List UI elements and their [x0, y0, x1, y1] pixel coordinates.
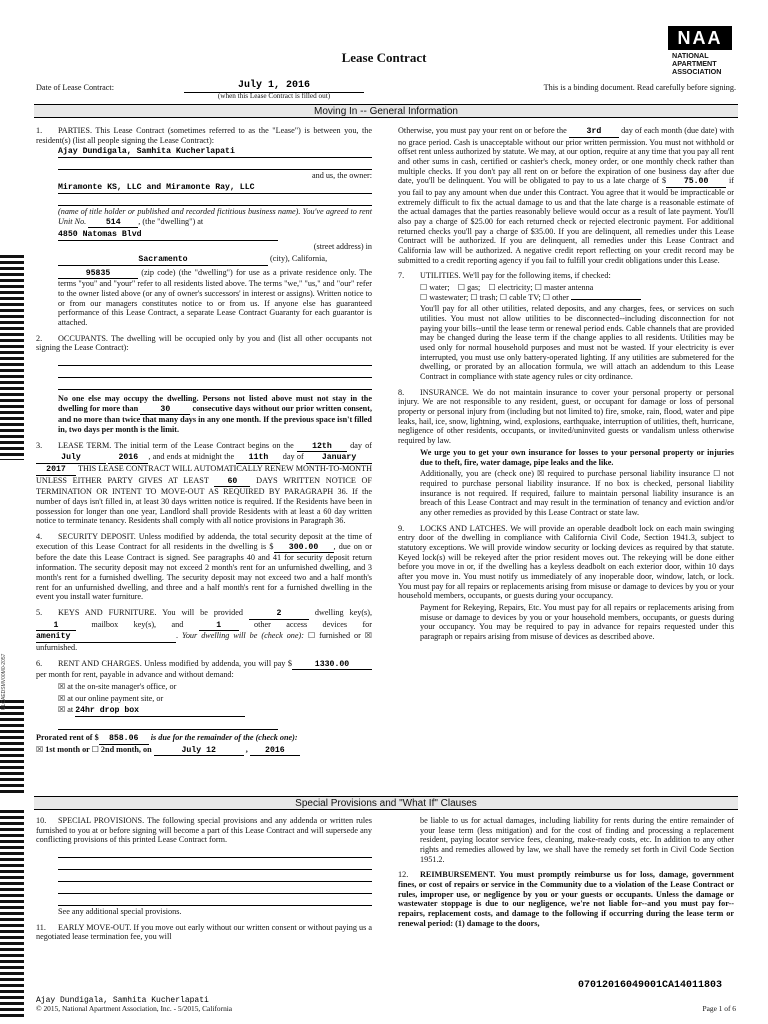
notice-days-field[interactable]: 60	[214, 477, 250, 488]
unfurnished-checkbox[interactable]: ☒	[364, 631, 372, 641]
date-sublabel: (when this Lease Contract is filled out)	[217, 92, 331, 100]
mailbox-keys-label: mailbox key(s), and	[91, 619, 184, 629]
insurance-not-required-checkbox[interactable]: ☐	[713, 469, 721, 479]
access-devices-field[interactable]: 1	[199, 621, 239, 632]
dropbox-field[interactable]: 24hr drop box	[75, 706, 245, 717]
page-title: Lease Contract	[341, 50, 427, 65]
amenity-field[interactable]: amenity	[36, 632, 176, 643]
occupants-days-text: consecutive days without our prior written consent, and no more than twice that many days in any one month. If the previous space isn't filled in, two days per month is the limit.	[58, 403, 373, 435]
insurance-required-option: required to purchase personal liability insurance	[547, 469, 711, 479]
occupants-limit-text: No one else may occupy the dwelling. Persons not listed above must not stay in the dwelling for more than	[58, 394, 372, 413]
section-special-provisions: Special Provisions and "What If" Clauses	[34, 796, 738, 810]
barcode-strip-bottom	[0, 810, 24, 1020]
cable-checkbox[interactable]: ☐	[499, 292, 508, 302]
left-column: 1. PARTIES. This Lease Contract (sometimes referred to as the "Lease") is between you, the resident(s) (list all people signing the Lease Contract): Ajay Dundigala, Samhita Kucherlapati and us, the owner: Miramonte KS, LLC and Miramonte Ray, LLC (name of title holder or published and recorded fictitious business name). You've agreed to rent Unit No. 514 , (the "dwelling") at 4850 Natomas Blvd (street address) in Sacramento (city), California, 95835 (zip code) (the "dwelling") for use as a private residence only. The terms "you" and "your" refer to all residents listed above. The terms "we," "us," and "our" refer to the owner listed above (or any of owner's successors' in interest or assigns). Written notice to or from our managers constitutes notice to or from us. If anyone else has guaranteed performance of this Lease Contract, a separate Lease Contract Guaranty for each guarantor is attached. 2. OCCUPANTS. The dwelling will be occupied only by you and (list all other occupants not signing the Lease Contract): No one else may occupy the dwelling. Persons not listed above must not stay in the dwelling for more than 30 consecutive days without our prior written consent, and no more than twice that many days in any one month. If the previous space isn't filled in, two days per month is the limit. 3. LEASE TERM. The initial term of the Lease Contract begins on the 12th day of July 2016 , and ends at midnight the 11th day of January 2017 THIS LEASE CONTRACT WILL AUTOMATICALLY RENEW MONTH-TO-MONTH UNLESS EITHER PARTY GIVES AT LEAST 60 DAYS WRITTEN NOTICE OF TERMINATION OR INTENT TO MOVE-OUT AS REQUIRED BY PARAGRAPH 36. If the number of days isn't filled in, at least 30 days written notice is required. If the Residents have been in possession for longer than one year, Landlord shall provide Residents with at least a 60 day written notice to terminate tenancy. Residents shall comply with all notice provisions in Paragraph 36. 4. SECURITY DEPOSIT. Unless modified by addenda, the total security deposit at the time of execution of this Lease Contract for all residents in the dwelling is $ 300.00 , due on or before the date this Lease Contract is signed. See paragraphs 40 and 41 for security deposit return information. The security deposit may not exceed 2 month's rent for an unfurnished dwelling, and 3 month's rent for a furnished dwelling. The security deposit may not exceed two and a half month's rent for an unfurnished dwelling, and three and a half month's rent for a furnished dwelling in the event you install water furniture. 5. KEYS AND FURNITURE. You will be provided 2 dwelling key(s), 1 mailbox key(s), and 1 other access devices for amenity . Your dwelling will be (check one): ☐ furnished or ☒ unfurnished. 6. RENT AND CHARGES. Unless modified by addenda, you will pay $ 1330.00 per month for rent, payable in advance and without demand: ☒ at the on-site manager's office, or ☒ at our online payment site, or ☒ at 24hr drop box Prorated rent of $ 858.06 is due for the remainder of the (check one): ☒ 1st month or ☐ 2nd month, on July 12 , 2016	[36, 126, 373, 755]
right-column-bottom: be liable to us for actual damages, including liability for rents during the entire remainder of your lease term (less mitigation) and for the cost of finding and processing a replacement resident, paying locator service fees, cleaning, make-ready costs, etc. In addition to any other rights and remedies allowed by law, we shall have the remedy set forth in Civil Code Section 1951.2. 12. REIMBURSEMENT. You must promptly reimburse us for loss, damage, government fines, or cost of repairs or service in the Community due to a violation of the Lease Contract or rules, improper use, or negligence by you or your guests or occupants. Unless the damage or wastewater stoppage is due to our negligence, we're not liable for--and you must pay for--repairs, replacement costs, and damage to the following if occurring during the lease term or renewal period: (1) damage to the doors,	[398, 816, 734, 928]
locks-text: LOCKS AND LATCHES. We will provide an operable deadbolt lock on each main swinging entry door of the dwelling in compliance with California Civil Code, Section 1941.3, subject to statutory exceptions. We will provide window security or locking devices as required by that statute. Keyed lock(s) will be rekeyed after the prior resident moves out. The rekeying will be done either before you move in or, if the dwelling has a keyless deadbolt on each exterior door, within 10 days after you move in. You must notify us immediately of any inoperable door, window, latch, or lock. You must pay for all repairs or replacements arising from misuse or damage to devices by you or your household members, occupants, or guests during your occupancy.	[398, 523, 734, 601]
rent-text: RENT AND CHARGES. Unless modified by addenda, you will pay $	[58, 658, 292, 668]
reimbursement-text: REIMBURSEMENT. You must promptly reimburse us for loss, damage, government fines, or cost of repairs or service in the Community due to a violation of the Lease Contract or rules, improper use, or negligence by you or your guests or occupants. Unless the damage or wastewater stoppage is due to our negligence, we're not liable for--and you must pay for--repairs, replacement costs, and damage to the following if occurring during the lease term or renewal period: (1) damage to the doors,	[398, 870, 734, 928]
parties-text: PARTIES. This Lease Contract (sometimes referred to as the "Lease") is between you, the resident(s) (list all people signing the Lease Contract):	[36, 126, 372, 145]
binding-notice: This is a binding document. Read carefully before signing.	[543, 83, 736, 92]
side-id: ULCAEDSMV00M0-2057	[1, 653, 7, 710]
insurance-not-required-option: not required to purchase personal liability insurance. If no box is checked, personal liability insurance is not required. If required, failure to maintain personal liability insurance is an breach of this Lease Contract and may result in the termination of tenancy and eviction and/or any other remedies as provided by this Lease Contract or state law.	[420, 469, 735, 517]
ends-label: , and ends at midnight the	[148, 452, 235, 462]
lease-date-header	[36, 80, 736, 104]
deposit-text-2: , due on or before the date this Lease Contract is signed. See paragraphs 40 and 41 for security deposit return information. The security deposit may not exceed 2 month's rent for an unfurnished dwelling, and 3 month's rent for a furnished dwelling. The security deposit may not exceed two and a half month's rent for an unfurnished dwelling, and three and a half month's rent for a furnished dwelling in the event you install water furniture.	[36, 541, 372, 602]
logo-line-2: APARTMENT	[672, 59, 717, 68]
due-day-field[interactable]: 3rd	[569, 127, 619, 138]
first-month-option: 1st month or	[45, 744, 90, 754]
office-option: at the on-site manager's office, or	[67, 681, 177, 691]
street-label: (street address) in	[313, 242, 372, 252]
begin-day-field[interactable]: 12th	[297, 442, 347, 453]
late-charge-field[interactable]: 75.00	[666, 177, 726, 188]
end-year-field[interactable]: 2017	[36, 465, 76, 476]
barcode-strip-top	[0, 255, 24, 460]
residents-field[interactable]: Ajay Dundigala, Samhita Kucherlapati	[58, 147, 372, 158]
trash-checkbox[interactable]: ☐	[470, 292, 478, 302]
first-month-checkbox[interactable]: ☒	[36, 744, 44, 754]
address-field[interactable]: 4850 Natomas Blvd	[58, 230, 278, 241]
days-field[interactable]: 30	[140, 405, 190, 416]
title-holder-text: (name of title holder or published and recorded fictitious business name). You've agreed to rent Unit No.	[58, 207, 372, 226]
early-moveout-continued: be liable to us for actual damages, including liability for rents during the entire remainder of your lease term (less mitigation) and for the cost of finding and processing a replacement resident, paying locator service fees, cleaning, make-ready costs, etc. In addition to any other rights and remedies allowed by law, we shall have the remedy set forth in Civil Code Section 1951.2.	[420, 816, 734, 864]
other-utility-checkbox[interactable]: ☐	[542, 292, 551, 302]
furnished-checkbox[interactable]: ☐	[307, 631, 316, 641]
document-code: 07012016049001CA14011803	[578, 980, 723, 991]
trash-option: trash;	[479, 292, 498, 302]
prorated-label: Prorated rent of $	[36, 732, 99, 742]
end-day-field[interactable]: 11th	[236, 453, 280, 464]
insurance-text: INSURANCE. We do not maintain insurance to cover your personal property or personal injury. We are not responsible to any resident, guest, or occupant for damage or loss of personal property or personal injury from (including but not limited to) fire, smoke, rain, flood, water and pipe leaks, hail, ice, snow, lightning, wind, explosions, earthquake, interruption of utilities, theft, hurricane, negligence of other residents, occupants, or invited/uninvited guests or vandalism unless otherwise required by law.	[398, 387, 734, 446]
utilities-text: UTILITIES. We'll pay for the following items, if checked:	[420, 271, 611, 281]
barcode-strip-middle	[0, 700, 24, 795]
prorated-field[interactable]: 858.06	[99, 734, 149, 745]
second-month-option: 2nd month, on	[100, 744, 152, 754]
left-column-bottom: 10. SPECIAL PROVISIONS. The following special provisions and any addenda or written rules furnished to you at or before signing will become a part of this Lease Contract and will supersede any conflicting provisions of this printed Lease Contract form. See any additional special provisions. 11. EARLY MOVE-OUT. If you move out early without our written consent or without paying us a negotiated lease termination fee, you will	[36, 816, 372, 942]
access-devices-label: other access devices for	[254, 619, 372, 629]
date-label: Date of Lease Contract:	[36, 83, 114, 92]
prorated-year-field[interactable]: 2016	[250, 746, 300, 757]
online-checkbox[interactable]: ☒	[58, 693, 66, 703]
logo-line-1: NATIONAL	[672, 51, 709, 60]
section-moving-in: Moving In -- General Information	[34, 104, 738, 118]
prorated-date-field[interactable]: July 12	[154, 746, 244, 757]
unit-field[interactable]: 514	[88, 218, 138, 229]
logo-line-3: ASSOCIATION	[672, 67, 722, 76]
rent-field[interactable]: 1330.00	[292, 660, 372, 671]
gas-checkbox[interactable]: ☐	[457, 283, 466, 293]
water-option: water;	[429, 283, 450, 293]
city-label: (city), California,	[270, 254, 328, 264]
naa-logo	[664, 26, 736, 82]
electricity-checkbox[interactable]: ☐	[488, 283, 496, 293]
special-provisions-note: See any additional special provisions.	[58, 907, 182, 917]
online-option: at our online payment site, or	[67, 693, 164, 703]
lease-date-field[interactable]: July 1, 2016	[184, 80, 364, 93]
day-of-label: day of	[350, 440, 373, 450]
late-charge-text: if you fail to pay any amount when due under this Contract. You agree that it would be impracticable or extremely difficult to fix the actual damage to us and that the late charge is a reasonable estimate of the actual damages that the parties reasonably believe would occur as a result of late payment. You'll also pay a charge of $25.00 for each returned check or rejected electronic payment. For additional returned checks you'll pay a charge of $35.00. If you are delinquent, all remedies under this Lease Contract will be authorized. If you are delinquent, all remedies under this Lease Contract and California law will be authorized. A negative credit report reflecting on your credit record may be submitted to a credit reporting agency if you fail to fulfill your credit obligations under this Lease.	[398, 176, 734, 265]
footer-names: Ajay Dundigala, Samhita Kucherlapati	[36, 996, 209, 1005]
keys-text: KEYS AND FURNITURE. You will be provided	[58, 607, 243, 617]
occupants-text: OCCUPANTS. The dwelling will be occupied only by you and (list all other occupants not signing the Lease Contract):	[36, 333, 372, 353]
deposit-text: SECURITY DEPOSIT. Unless modified by addenda, the total security deposit at the time of execution of this Lease Contract for all residents in the dwelling is $	[36, 532, 372, 551]
page-footer	[36, 996, 736, 1014]
end-month-field[interactable]: January	[306, 453, 372, 464]
logo-mark: NAA	[677, 28, 723, 48]
copyright: © 2015, National Apartment Association, Inc. - 5/2015, California	[36, 1004, 233, 1014]
other-location-checkbox[interactable]: ☒	[58, 705, 66, 715]
dwelling-text: , (the "dwelling") at	[138, 216, 204, 226]
office-checkbox[interactable]: ☒	[58, 681, 66, 691]
insurance-urge: We urge you to get your own insurance for losses to your personal property or injuries due to theft, fire, water damage, pipe leaks and the like.	[420, 447, 734, 467]
gas-option: gas;	[467, 283, 481, 293]
water-checkbox[interactable]: ☐	[420, 283, 428, 293]
unfurnished-option: unfurnished.	[36, 642, 78, 652]
insurance-required-checkbox[interactable]: ☒	[537, 469, 545, 479]
rent-due-text: Otherwise, you must pay your rent on or before the	[398, 126, 567, 135]
other-utility-option: other	[552, 292, 569, 302]
notice-text: DAYS WRITTEN NOTICE OF TERMINATION OR INTENT TO MOVE-OUT AS REQUIRED BY PARAGRAPH 36. If the number of days isn't filled in, at least 30 days written notice is required. If the Residents have been in possession for longer than one year, Landlord shall provide Residents with at least a 60 day written notice to terminate tenancy. Residents shall comply with all notice provisions in Paragraph 36.	[36, 475, 372, 526]
rent-text-2: per month for rent, payable in advance and without demand:	[36, 670, 234, 680]
begin-year-field[interactable]: 2016	[108, 453, 148, 464]
page-number: Page 1 of 6	[702, 1004, 736, 1014]
antenna-option: master antenna	[543, 283, 594, 293]
second-month-checkbox[interactable]: ☐	[91, 744, 99, 754]
owner-label: and us, the owner:	[311, 171, 372, 181]
wastewater-option: wastewater;	[429, 292, 469, 302]
renewal-text: THIS LEASE CONTRACT WILL AUTOMATICALLY RENEW MONTH-TO-MONTH UNLESS EITHER PARTY GIVES AT LEAST	[36, 464, 372, 485]
zip-text: (zip code) (the "dwelling") for use as a private residence only. The terms "you" and "your" refer to all residents listed above. The terms "we," "us," and "our" refer to the owner listed above (or any of owner's successors' in interest or assigns). Written notice to or from our managers constitutes notice to or from us. If anyone else has guaranteed performance of this Lease Contract, a separate Lease Contract Guaranty for each guarantor is attached.	[58, 267, 372, 328]
owner-field[interactable]: Miramonte KS, LLC and Miramonte Ray, LLC	[58, 183, 372, 194]
mailbox-keys-field[interactable]: 1	[36, 621, 76, 632]
dwelling-keys-label: dwelling key(s),	[314, 607, 373, 617]
keys-field[interactable]: 2	[249, 609, 309, 620]
right-column: Otherwise, you must pay your rent on or before the 3rd day of each month (due date) with no grace period. Cash is unacceptable without our prior written permission. You must not withhold or offset rent unless authorized by statute. We may, at our option, require at any time that you pay all rent and other sums in cash, certified or cashier's check, money order, or one monthly check rather than multiple checks. If you don't pay all rent on or before the expiration of one business day after due date, you'll be delinquent. You will be obligated to pay to us a late charge of $ 75.00 if you fail to pay any amount when due under this Contract. You agree that it would be impracticable or extremely difficult to fix the actual damage to us and that the late charge is a reasonable estimate of the actual damages that the parties reasonably believe would occur as a result of late payment. You'll also pay a charge of $25.00 for each returned check or rejected electronic payment. For additional returned checks you'll pay a charge of $35.00. If you are delinquent, all remedies under this Lease Contract will be authorized. If you are delinquent, all remedies under this Lease Contract and California law will be authorized. A negative credit report reflecting on your credit record may be submitted to a credit reporting agency if you fail to fulfill your credit obligations under this Lease. 7. UTILITIES. We'll pay for the following items, if checked: ☐ water; ☐ gas; ☐ electricity; ☐ master antenna ☐ wastewater; ☐ trash; ☐ cable TV; ☐ other You'll pay for all other utilities, related deposits, and any charges, fees, or services on such utilities. You must not allow utilities to be disconnected--including disconnection for not paying your bills--until the lease term or renewal period ends. Cable channels that are provided may be changed during the lease term if the change applies to all residents. Utilities may be used only for normal household purposes and must not be wasted. If your electricity is ever interrupted, you must use only battery-operated lighting. If any utilities are submetered for the dwelling, or prorated by an allocation formula, we will attach an addendum to this Lease Contract in compliance with state agency rules or city ordinance. 8. INSURANCE. We do not maintain insurance to cover your personal property or personal injury. We are not responsible to any resident, guest, or occupant for damage or loss of personal property or personal injury from (including but not limited to) fire, smoke, rain, flood, water and pipe leaks, hail, ice, snow, lightning, wind, explosions, earthquake, interruption of utilities, theft, hurricane, negligence of other residents, occupants, or invited/uninvited guests or vandalism unless otherwise required by law. We urge you to get your own insurance for losses to your personal property or injuries due to theft, fire, water damage, pipe leaks and the like. Additionally, you are (check one) ☒ required to purchase personal liability insurance ☐ not required to purchase personal liability insurance. If no box is checked, personal liability insurance is not required. If required, failure to maintain personal liability insurance is an breach of this Lease Contract and may result in the termination of tenancy and eviction and/or any other remedies as provided by this Lease Contract or state law. 9. LOCKS AND LATCHES. We will provide an operable deadbolt lock on each main swinging entry door of the dwelling in compliance with California Civil Code, Section 1941.3, subject to statutory exceptions. We will provide window security or locking devices as required by that statute. Keyed lock(s) will be rekeyed after the prior resident moves out. The rekeying will be done either before you move in or, if the dwelling has a keyless deadbolt on each exterior door, within 10 days after you move in. You must notify us immediately of any inoperable door, window, latch, or lock. You must pay for all repairs or replacements arising from misuse or damage to devices by you or your household members, occupants, or guests during your occupancy. Payment for Rekeying, Repairs, Etc. You must pay for all repairs or replacements arising from misuse or damage to devices by you or your household members, occupants, or guests during your occupancy. You may be required to pay in advance for repairs requested under this paragraph or repairs arising from misuse of devices as described above.	[398, 126, 735, 641]
rekeying-text: Payment for Rekeying, Repairs, Etc. You must pay for all repairs or replacements arising from misuse or damage to devices by you or your household members, occupants, or guests during your occupancy. You may be required to pay in advance for repairs requested under this paragraph or repairs arising from misuse of devices as described above.	[420, 602, 734, 641]
furnished-label: Your dwelling will be (check one):	[182, 631, 304, 641]
insurance-check-label: Additionally, you are (check one)	[420, 469, 534, 479]
early-moveout-text: EARLY MOVE-OUT. If you move out early without our written consent or without paying us a negotiated lease termination fee, you will	[36, 922, 372, 942]
special-provisions-text: SPECIAL PROVISIONS. The following special provisions and any addenda or written rules furnished to you at or before signing will become a part of this Lease Contract and will supersede any conflicting provisions of this printed Lease Contract form.	[36, 816, 372, 845]
deposit-field[interactable]: 300.00	[274, 543, 334, 554]
wastewater-checkbox[interactable]: ☐	[420, 292, 428, 302]
cable-option: cable TV;	[509, 292, 541, 302]
other-location-option: at	[67, 705, 74, 715]
utilities-body: You'll pay for all other utilities, related deposits, and any charges, fees, or services on such utilities. You must not allow utilities to be disconnected--including disconnection for not paying your bills--until the lease term or renewal period ends. Cable channels that are provided may be changed during the lease term if the change applies to all residents. Utilities may be used only for normal household purposes and must not be wasted. If your electricity is ever interrupted, you must use only battery-operated lighting. If any utilities are submetered for the dwelling, or prorated by an allocation formula, we will attach an addendum to this Lease Contract in compliance with state agency rules or city ordinance.	[420, 304, 734, 382]
antenna-checkbox[interactable]: ☐	[534, 283, 542, 293]
rent-due-text-2: day of each month (due date) with no grace period. Cash is unacceptable without our prior written permission. You must not withhold or offset rent unless authorized by statute. We may, at our option, require at any time that you pay all rent and other sums in cash, certified or cashier's check, money order, or one monthly check rather than multiple checks. If you don't pay all rent on or before the expiration of one business day after due date, you'll be delinquent. You will be obligated to pay to us a late charge of $	[398, 126, 735, 186]
furnished-option: furnished or	[319, 631, 361, 641]
electricity-option: electricity;	[497, 283, 533, 293]
day-of-label-2: day of	[282, 452, 304, 462]
city-field[interactable]: Sacramento	[58, 255, 268, 266]
begin-month-field[interactable]: July	[36, 453, 106, 464]
lease-term-text: LEASE TERM. The initial term of the Lease Contract begins on the	[58, 440, 294, 450]
prorated-text: is due for the remainder of the (check one):	[150, 732, 298, 742]
zip-field[interactable]: 95835	[58, 269, 138, 280]
